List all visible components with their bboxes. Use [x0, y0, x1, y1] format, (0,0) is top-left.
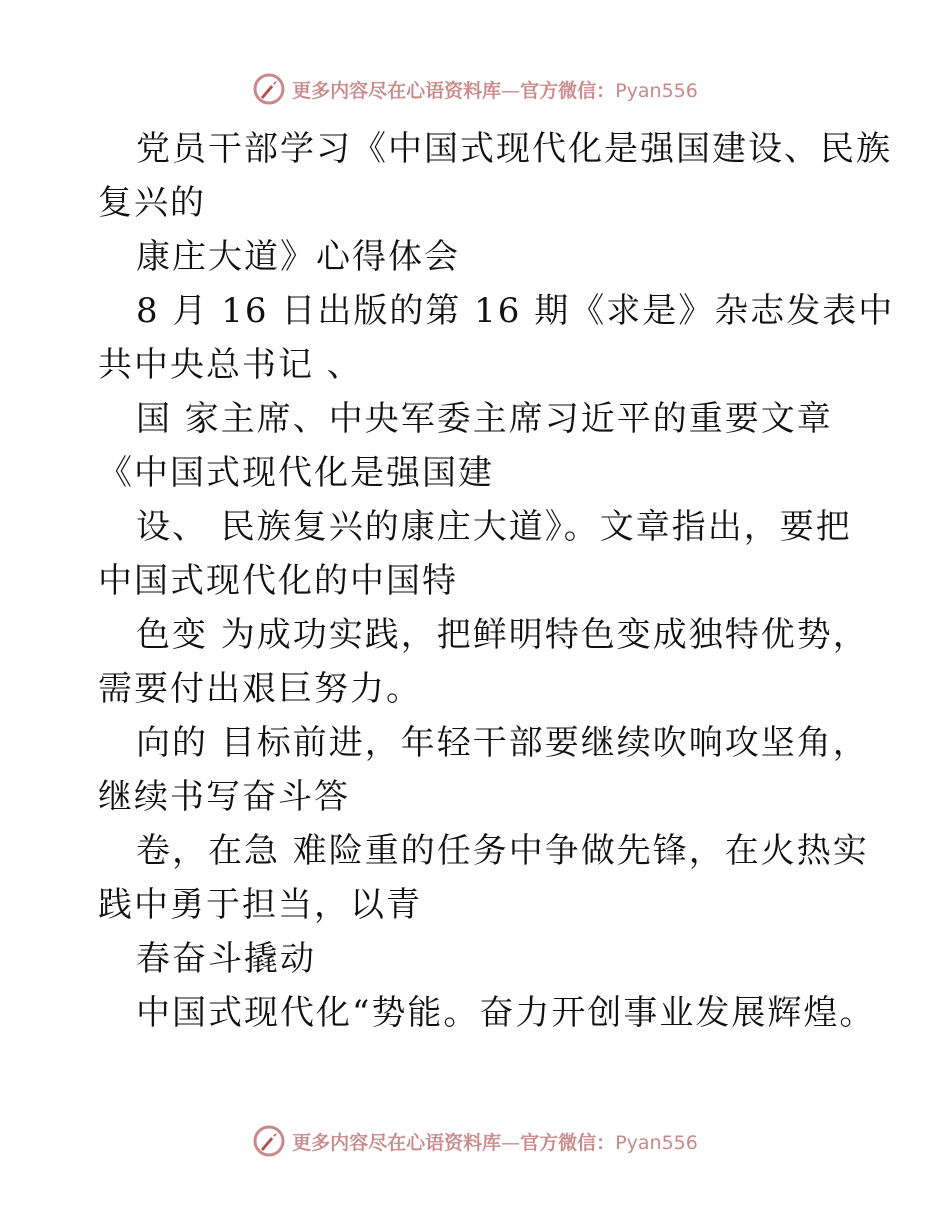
footer-wechat-id: Pyan556 — [615, 1131, 698, 1154]
body-line: 践中勇于担当，以青 — [98, 885, 422, 925]
body-line: 共中央总书记 、 — [98, 345, 363, 385]
footer-official-label: 官方微信： — [520, 1131, 616, 1154]
pen-nib-circle-icon — [252, 72, 286, 106]
body-line: 国 家主席、中央军委主席习近平的重要文章 — [136, 399, 833, 439]
body-line: 卷，在急 难险重的任务中争做先锋，在火热实 — [136, 831, 869, 871]
footer-banner — [0, 1124, 950, 1158]
footer-separator: — — [501, 1131, 521, 1154]
pen-nib-circle-icon — [252, 1124, 286, 1158]
body-line: 《中国式现代化是强国建 — [98, 453, 494, 493]
header-separator: — — [501, 79, 521, 102]
document-body — [98, 122, 895, 1040]
header-banner — [0, 72, 950, 106]
body-line: 春奋斗撬动 — [136, 939, 316, 979]
header-official-label: 官方微信： — [520, 79, 616, 102]
header-brand-line — [292, 76, 698, 103]
footer-brand-line — [292, 1128, 698, 1155]
body-line: 中国式现代化“势能。奋力开创事业发展辉煌。 — [136, 993, 876, 1033]
body-line: 需要付出艰巨努力。 — [98, 669, 422, 709]
body-line: 色变 为成功实践，把鲜明特色变成独特优势， — [136, 615, 869, 655]
body-line: 向的 目标前进，年轻干部要继续吹响攻坚角， — [136, 723, 869, 763]
header-brand-text: 更多内容尽在心语资料库 — [292, 79, 502, 102]
body-line: 8 月 16 日出版的第 16 期《求是》杂志发表中 — [136, 291, 895, 331]
footer-brand-text: 更多内容尽在心语资料库 — [292, 1131, 502, 1154]
body-line: 设、 民族复兴的康庄大道》。文章指出，要把 — [136, 507, 852, 547]
body-line: 复兴的 — [98, 183, 206, 223]
body-line: 党员干部学习《中国式现代化是强国建设、民族 — [136, 129, 892, 169]
header-wechat-id: Pyan556 — [615, 79, 698, 102]
body-line: 中国式现代化的中国特 — [98, 561, 458, 601]
body-line: 继续书写奋斗答 — [98, 777, 350, 817]
body-line: 康庄大道》心得体会 — [136, 237, 460, 277]
